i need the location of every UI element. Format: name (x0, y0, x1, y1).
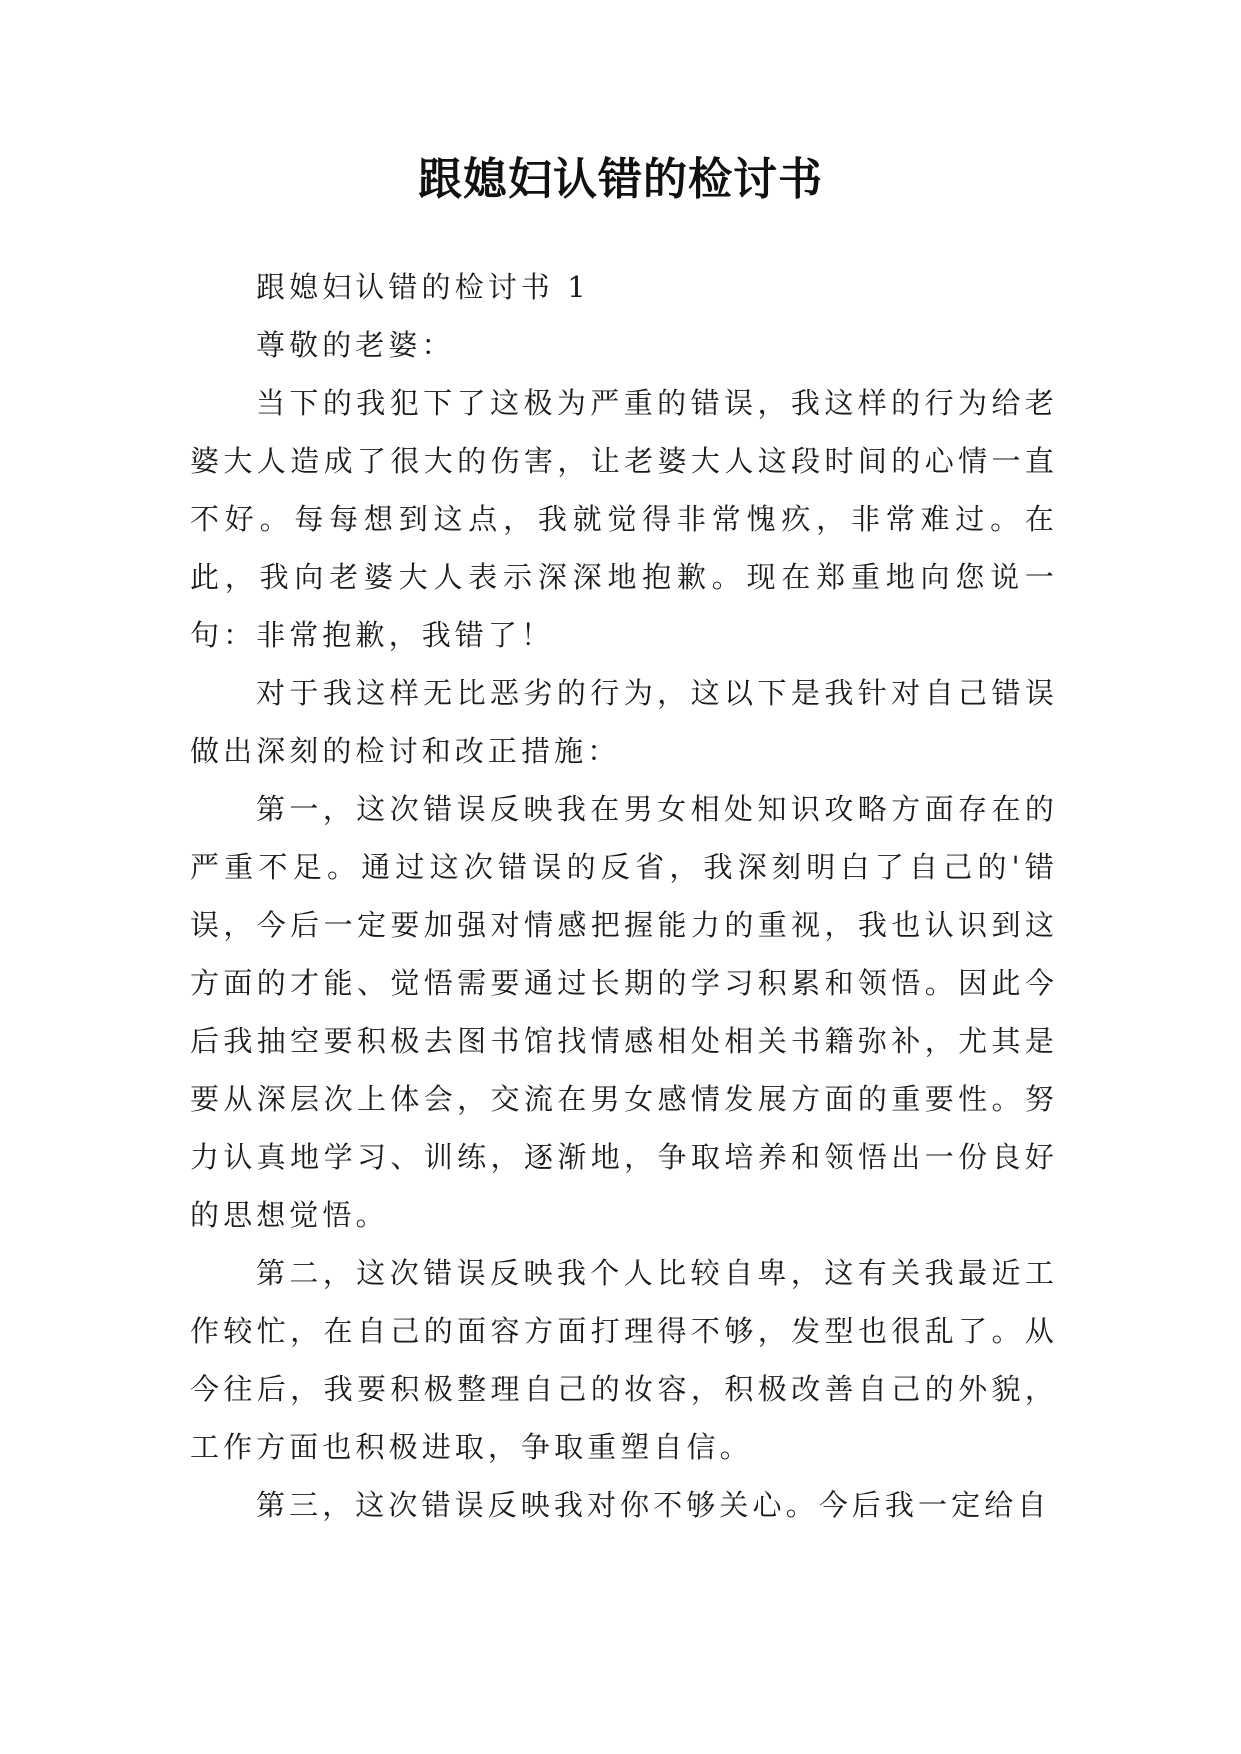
paragraph: 对于我这样无比恶劣的行为，这以下是我针对自己错误做出深刻的检讨和改正措施： (190, 676, 1058, 768)
paragraph-heading: 跟媳妇认错的检讨书 1 (256, 270, 590, 304)
paragraph: 第三，这次错误反映我对你不够关心。今后我一定给自 (256, 1488, 1051, 1522)
document-title: 跟媳妇认错的检讨书 (418, 154, 823, 205)
paragraph-salutation: 尊敬的老婆： (256, 328, 455, 362)
paragraph: 当下的我犯下了这极为严重的错误，我这样的行为给老婆大人造成了很大的伤害，让老婆大人这段时间的心情一直不好。每每想到这点，我就觉得非常愧疚，非常难过。在此，我向老婆大人表示深深地抱歉。现在郑重地向您说一句：非常抱歉，我错了！ (190, 386, 1058, 652)
paragraph: 第一，这次错误反映我在男女相处知识攻略方面存在的严重不足。通过这次错误的反省，我深刻明白了自己的'错误，今后一定要加强对情感把握能力的重视，我也认识到这方面的才能、觉悟需要通过长期的学习积累和领悟。因此今后我抽空要积极去图书馆找情感相处相关书籍弥补，尤其是要从深层次上体会，交流在男女感情发展方面的重要性。努力认真地学习、训练，逐渐地，争取培养和领悟出一份良好的思想觉悟。 (190, 792, 1058, 1232)
document-body (190, 258, 1058, 1534)
paragraph: 第二，这次错误反映我个人比较自卑，这有关我最近工作较忙，在自己的面容方面打理得不够，发型也很乱了。从今往后，我要积极整理自己的妆容，积极改善自己的外貌，工作方面也积极进取，争取重塑自信。 (190, 1256, 1058, 1464)
